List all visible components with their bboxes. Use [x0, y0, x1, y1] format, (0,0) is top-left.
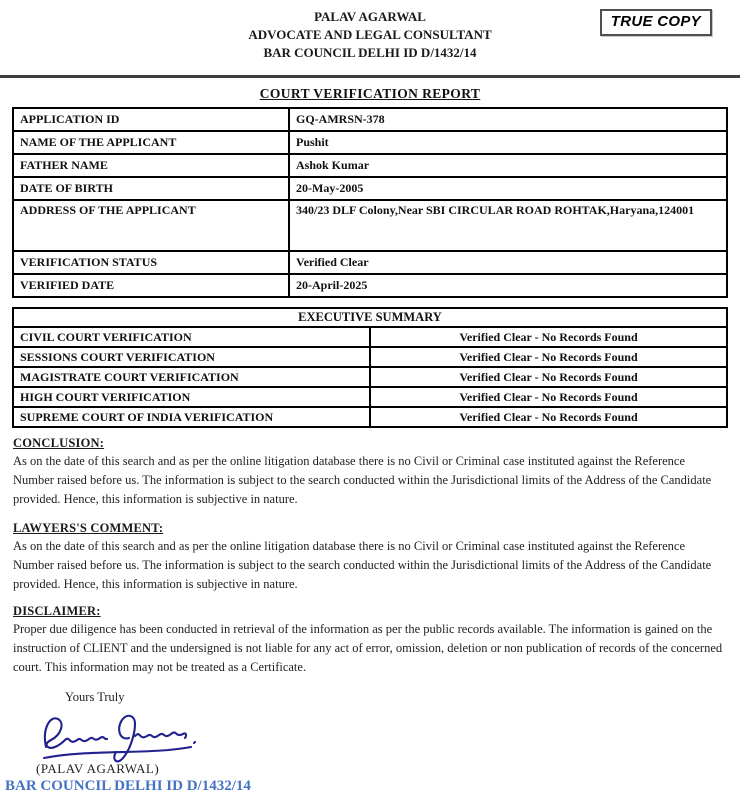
row-label: SUPREME COURT OF INDIA VERIFICATION	[13, 407, 370, 427]
row-value: Verified Clear - No Records Found	[370, 387, 727, 407]
row-label: ADDRESS OF THE APPLICANT	[13, 200, 289, 251]
row-label: VERIFIED DATE	[13, 274, 289, 297]
salutation: Yours Truly	[65, 690, 125, 704]
row-label: MAGISTRATE COURT VERIFICATION	[13, 367, 370, 387]
table-row	[13, 131, 727, 154]
table-row	[13, 274, 727, 297]
header-divider	[0, 75, 740, 78]
signatory-bar-id: BAR COUNCIL DELHI ID D/1432/14	[5, 778, 251, 794]
signature-ink-icon	[34, 707, 204, 765]
handwritten-signature	[34, 707, 740, 765]
conclusion-heading: CONCLUSION:	[13, 436, 105, 450]
applicant-details-table	[12, 107, 728, 298]
table-row	[13, 407, 727, 427]
row-label: VERIFICATION STATUS	[13, 251, 289, 274]
advocate-designation: ADVOCATE AND LEGAL CONSULTANT	[248, 27, 492, 42]
table-row	[13, 347, 727, 367]
summary-title: EXECUTIVE SUMMARY	[13, 308, 727, 327]
row-value: GQ-AMRSN-378	[289, 108, 727, 131]
advocate-bar-id: BAR COUNCIL DELHI ID D/1432/14	[263, 45, 477, 60]
table-row	[13, 251, 727, 274]
row-value: Verified Clear - No Records Found	[370, 347, 727, 367]
table-row	[13, 327, 727, 347]
lawyers-comment-text: As on the date of this search and as per the online litigation database there is no Civil or Criminal case instituted against the Reference Number raised before us. The information is subject to the search conducted within the Jurisdictional limits of the Address of the Candidate provided. Hence, this information is subjective in nature.	[13, 539, 712, 591]
table-row	[13, 154, 727, 177]
row-value: Verified Clear	[289, 251, 727, 274]
advocate-name: PALAV AGARWAL	[314, 9, 426, 24]
row-value: Verified Clear - No Records Found	[370, 407, 727, 427]
row-value: Verified Clear - No Records Found	[370, 327, 727, 347]
table-row	[13, 177, 727, 200]
row-label: SESSIONS COURT VERIFICATION	[13, 347, 370, 367]
executive-summary-table	[12, 307, 728, 428]
row-label: DATE OF BIRTH	[13, 177, 289, 200]
row-value: 20-May-2005	[289, 177, 727, 200]
table-row-address	[13, 200, 727, 251]
row-value: Verified Clear - No Records Found	[370, 367, 727, 387]
true-copy-stamp	[600, 9, 712, 36]
lawyers-comment-heading: LAWYERS'S COMMENT:	[13, 521, 164, 535]
row-value: 20-April-2025	[289, 274, 727, 297]
conclusion-text: As on the date of this search and as per the online litigation database there is no Civil or Criminal case instituted against the Reference Number raised before us. The information is subject to the search conducted within the Jurisdictional limits of the Address of the Candidate provided. Hence, this information is subjective in nature.	[13, 454, 712, 506]
disclaimer-text: Proper due diligence has been conducted in retrieval of the information as per the public records available. The information is gained on the instruction of CLIENT and the undersigned is not liable for any act of error, omission, deletion or non publication of records of the concerned court. This information may not be treated as a Certificate.	[13, 622, 723, 674]
row-label: NAME OF THE APPLICANT	[13, 131, 289, 154]
table-row	[13, 367, 727, 387]
signatory-name: (PALAV AGARWAL)	[36, 761, 160, 776]
table-row	[13, 108, 727, 131]
row-value: Pushit	[289, 131, 727, 154]
row-label: CIVIL COURT VERIFICATION	[13, 327, 370, 347]
disclaimer-heading: DISCLAIMER:	[13, 604, 101, 618]
row-value: Ashok Kumar	[289, 154, 727, 177]
table-row	[13, 387, 727, 407]
summary-header-row	[13, 308, 727, 327]
row-value: 340/23 DLF Colony,Near SBI CIRCULAR ROAD ROHTAK,Haryana,124001	[289, 200, 727, 251]
true-copy-label: TRUE COPY	[610, 13, 701, 30]
row-label: HIGH COURT VERIFICATION	[13, 387, 370, 407]
row-label: FATHER NAME	[13, 154, 289, 177]
report-title: COURT VERIFICATION REPORT	[259, 86, 481, 101]
row-label: APPLICATION ID	[13, 108, 289, 131]
